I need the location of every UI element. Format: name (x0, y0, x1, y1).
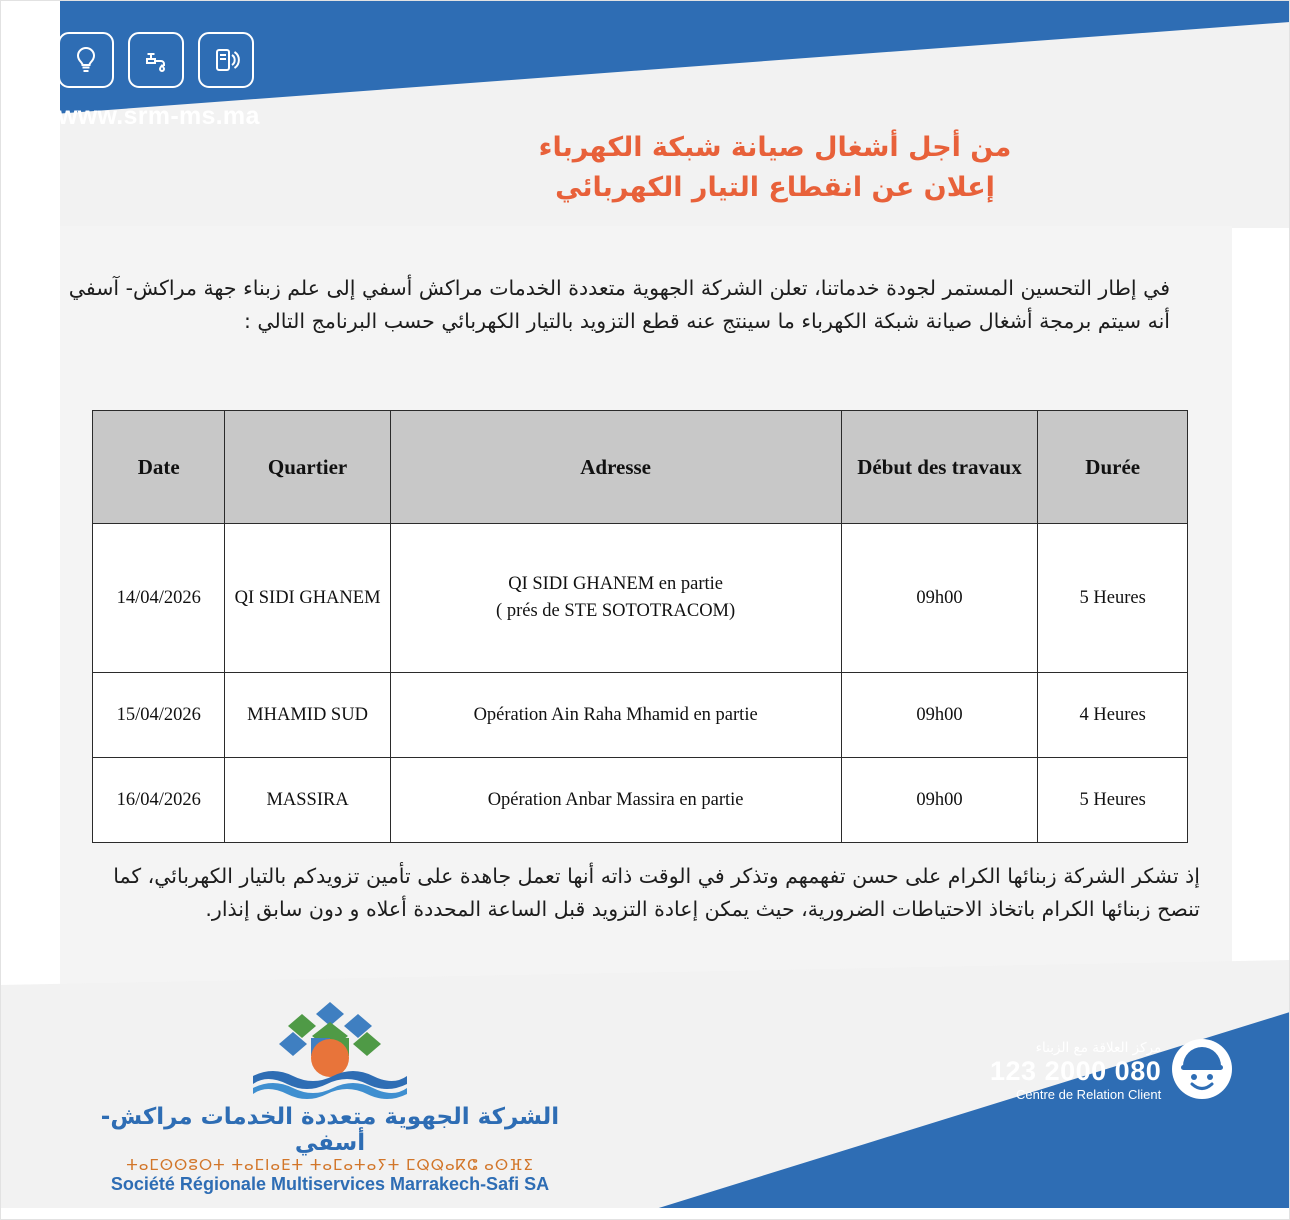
cell-duree: 4 Heures (1038, 673, 1188, 758)
headline-line-2: إعلان عن انقطاع التيار الكهربائي (555, 171, 995, 203)
cell-duree: 5 Heures (1038, 524, 1188, 673)
service-icons-row (58, 32, 358, 88)
cell-quartier: QI SIDI GHANEM (225, 524, 390, 673)
cell-adresse-line-2: ( prés de STE SOTOTRACOM) (496, 601, 736, 621)
srm-emblem-icon (245, 998, 415, 1102)
page-title (330, 128, 1220, 208)
cell-debut: 09h00 (841, 524, 1038, 673)
column-header-quartier: Quartier (225, 411, 390, 524)
headline-line-1: من أجل أشغال صيانة شبكة الكهرباء (538, 132, 1012, 163)
call-center-text (990, 1040, 1161, 1103)
cell-quartier: MHAMID SUD (225, 673, 390, 758)
srm-name-arabic: الشركة الجهوية متعددة الخدمات مراكش- أسفي (100, 1104, 560, 1156)
call-center-block[interactable] (990, 1038, 1233, 1105)
table-row (93, 524, 1188, 673)
table-header-row (93, 411, 1188, 524)
table-row (93, 673, 1188, 758)
srm-name-french: Société Régionale Multiservices Marrakech-Safi SA (110, 1174, 550, 1194)
intro-paragraph: في إطار التحسين المستمر لجودة خدماتنا، تعلن الشركة الجهوية متعددة الخدمات مراكش أسفي إلى علم زبناء جهة مراكش- آسفي أنه سيتم برمجة أشغال صيانة شبكة الكهرباء ما سينتج عنه قطع التزويد بالتيار الكهربائي حسب البرنامج التالي : (68, 276, 1170, 334)
cell-adresse: Opération Anbar Massira en partie (390, 758, 841, 843)
cell-debut: 09h00 (841, 758, 1038, 843)
cell-adresse-line-1: QI SIDI GHANEM en partie (508, 574, 723, 595)
closing-paragraph: إذ تشكر الشركة زبنائها الكرام على حسن تفهمهم وتذكر في الوقت ذاته أنها تعمل جاهدة على تأمين تزويدكم بالتيار الكهربائي، كما تنصح زبنائها الكرام باتخاذ الاحتياطات الضرورية، حيث يمكن إعادة التزويد قبل الساعة المحددة أعلاه و دون سابق إنذار. (113, 864, 1200, 922)
table-header (93, 411, 1188, 524)
outage-table-wrapper (92, 410, 1188, 843)
call-center-label-french: Centre de Relation Client (1015, 1087, 1162, 1103)
water-tap-icon (128, 32, 184, 88)
brand-logo-block (58, 32, 358, 131)
cell-duree: 5 Heures (1038, 758, 1188, 843)
cell-date: 14/04/2026 (93, 524, 225, 673)
cell-date: 16/04/2026 (93, 758, 225, 843)
cell-quartier: MASSIRA (225, 758, 390, 843)
call-center-phone-number[interactable]: 080 2000 123 (990, 1056, 1162, 1087)
header-white-margin (0, 0, 60, 230)
footer-white-strip (0, 1208, 1290, 1220)
table-body (93, 524, 1188, 843)
cell-adresse: Opération Ain Raha Mhamid en partie (390, 673, 841, 758)
column-header-date: Date (93, 411, 225, 524)
meter-reading-icon (198, 32, 254, 88)
lightbulb-icon (58, 32, 114, 88)
cell-debut: 09h00 (841, 673, 1038, 758)
column-header-adresse: Adresse (390, 411, 841, 524)
srm-logo (95, 998, 565, 1195)
column-header-debut: Début des travaux (841, 411, 1038, 524)
call-center-label-arabic: مركز العلاقة مع الزبناء (1035, 1040, 1162, 1057)
cell-date: 15/04/2026 (93, 673, 225, 758)
cell-adresse (390, 524, 841, 673)
customer-agent-icon (1171, 1038, 1233, 1105)
website-url[interactable]: www.srm-ms.ma (58, 102, 260, 130)
table-row (93, 758, 1188, 843)
column-header-duree: Durée (1038, 411, 1188, 524)
srm-name-tifinagh: ⵜⴰⵎⵙⵙⵓⵔⵜ ⵜⴰⵎⵏⴰⴹⵜ ⵜⴰⵎⴰⵜⴰⵢⵜ ⵎⵕⵕⴰⴽⵛ ⴰⵙⴼⵉ (126, 1156, 534, 1174)
outage-schedule-table (92, 410, 1188, 843)
